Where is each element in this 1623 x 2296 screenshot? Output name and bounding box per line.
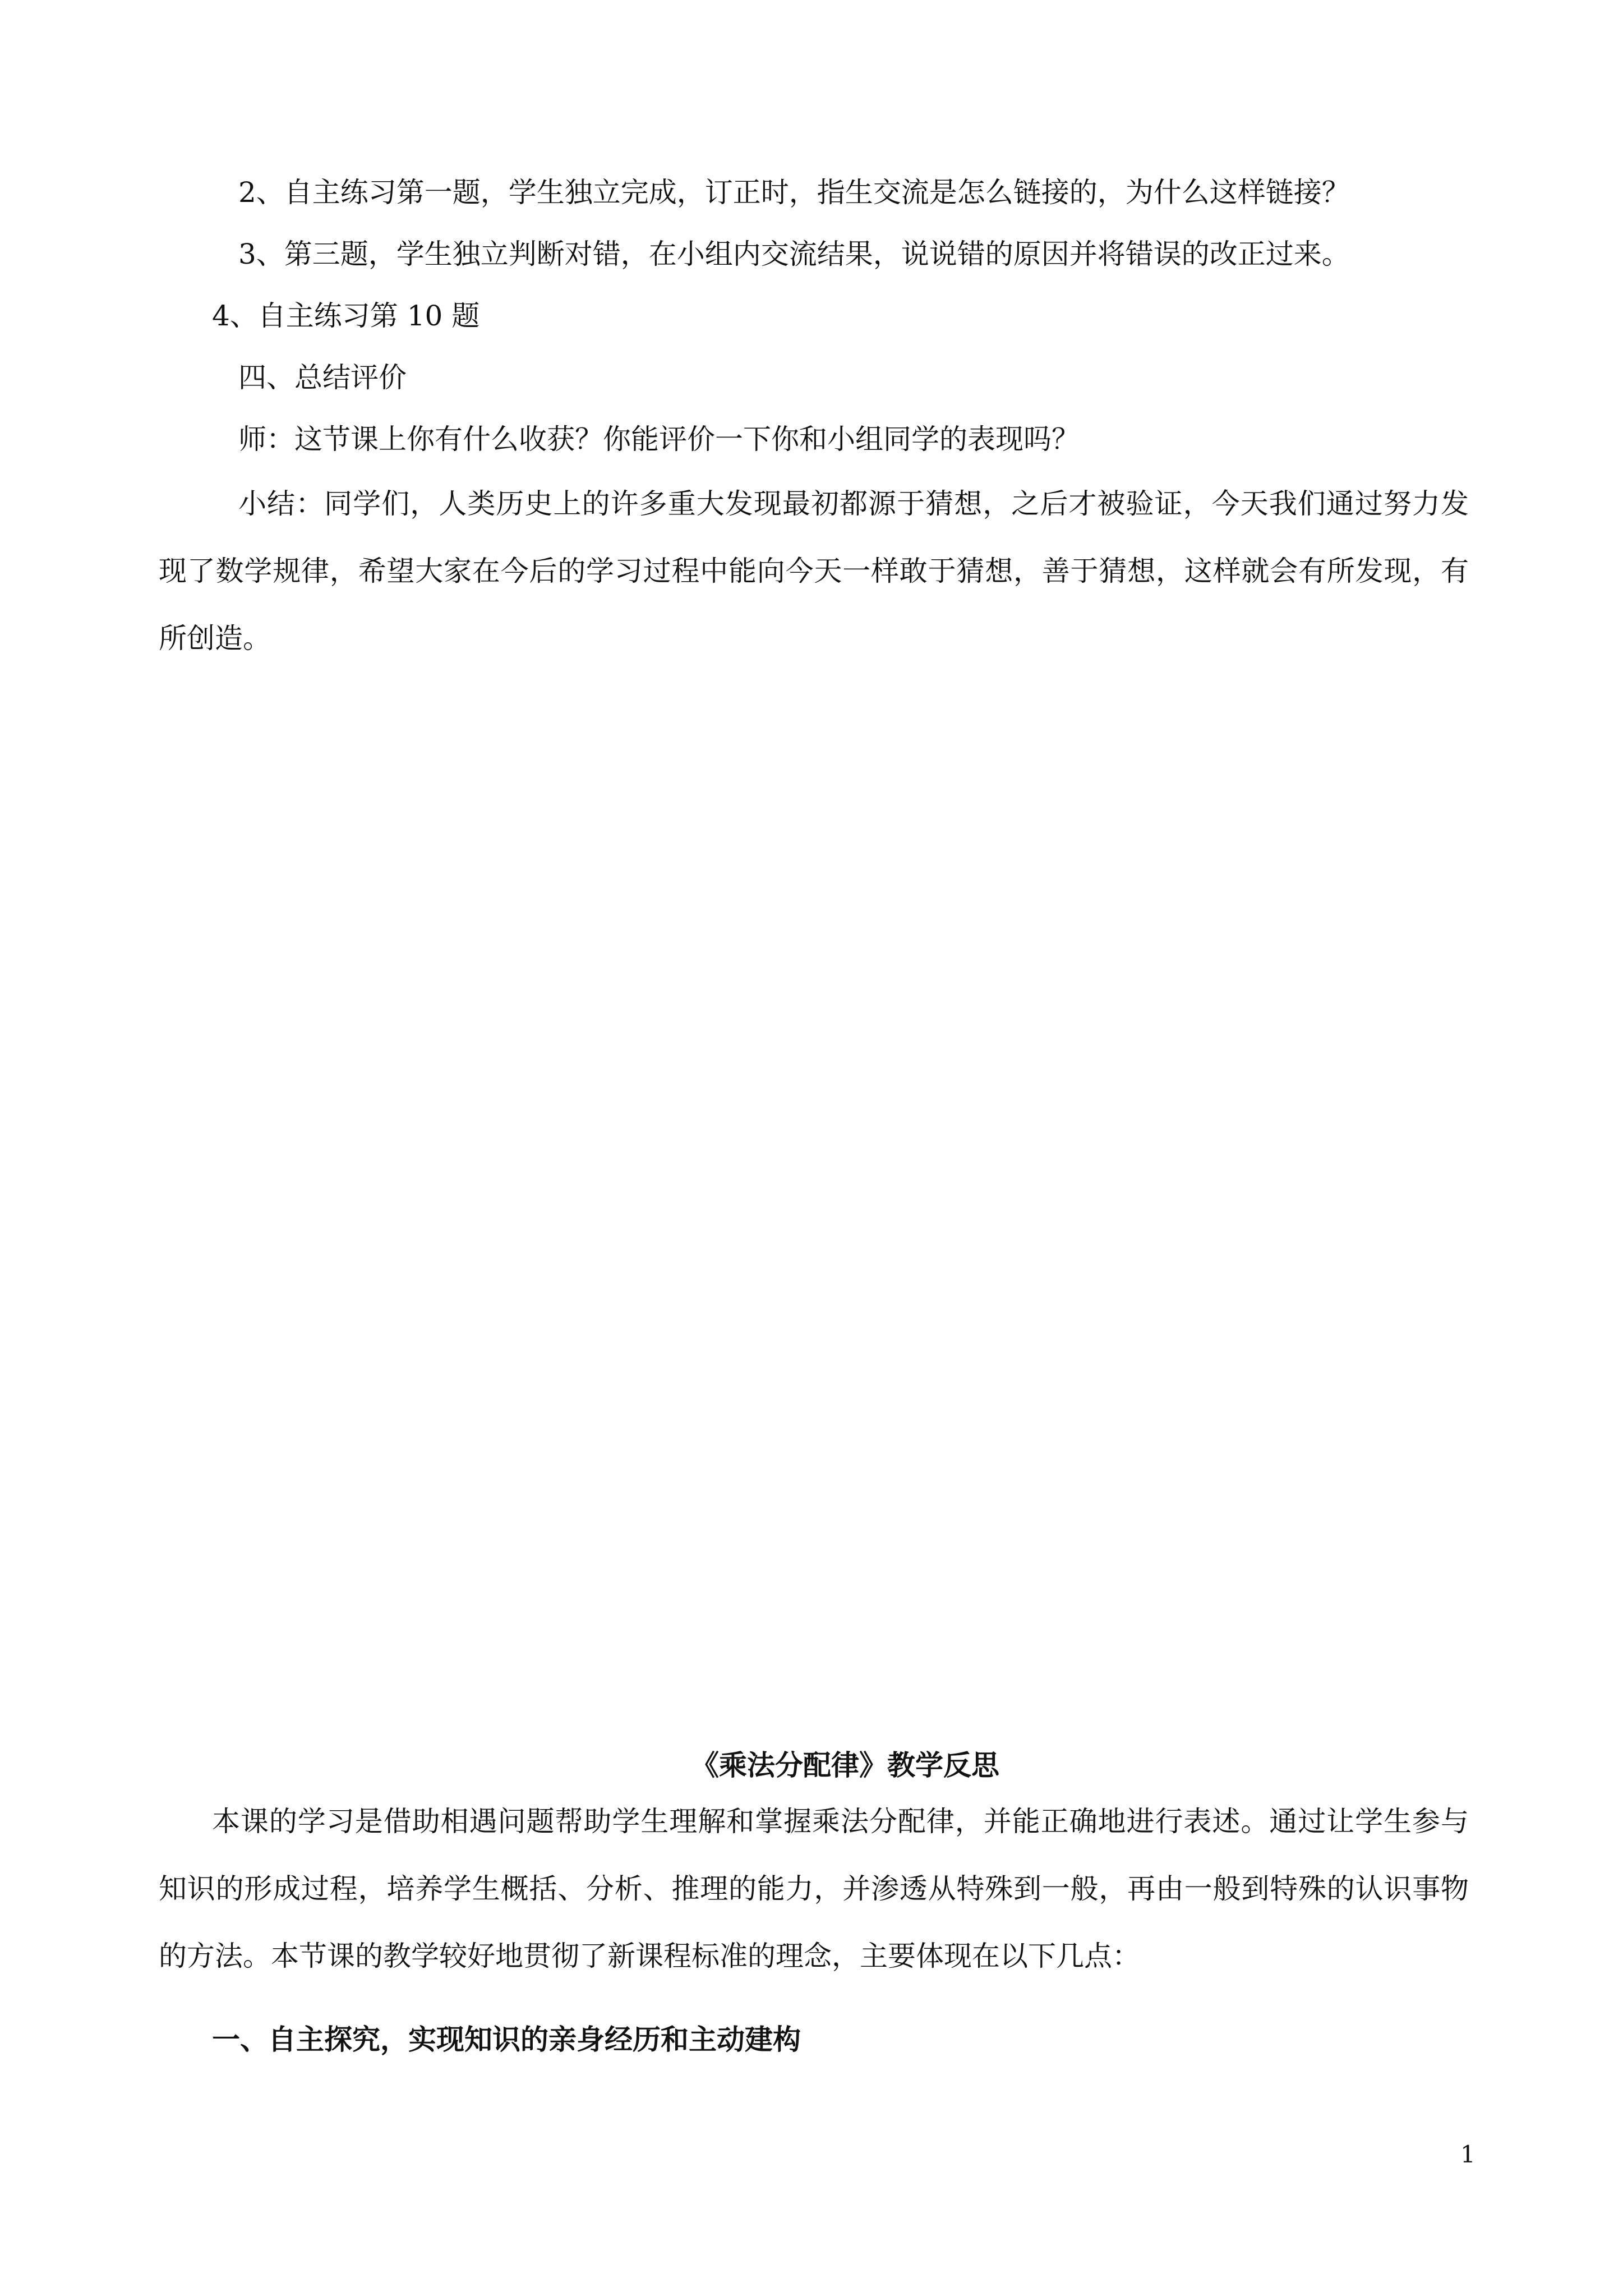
reflection-title: 《乘法分配律》教学反思: [691, 1749, 999, 1782]
reflection-point-1: 一、自主探究，实现知识的亲身经历和主动建构: [212, 2023, 801, 2056]
exercise-item-3: 3、第三题，学生独立判断对错，在小组内交流结果，说说错的原因并将错误的改正过来。: [238, 238, 1350, 270]
exercise-item-4: 4、自主练习第 10 题: [212, 300, 480, 332]
summary-paragraph: 小结：同学们，人类历史上的许多重大发现最初都源于猜想，之后才被验证，今天我们通过努力发现了数学规律，希望大家在今后的学习过程中能向今天一样敢于猜想，善于猜想，这样就会有所发现，有所创造。: [159, 487, 1469, 655]
teacher-question: 师：这节课上你有什么收获？你能评价一下你和小组同学的表现吗？: [238, 423, 1080, 455]
exercise-item-2: 2、自主练习第一题，学生独立完成，订正时，指生交流是怎么链接的，为什么这样链接？: [238, 176, 1350, 209]
reflection-intro-paragraph: 本课的学习是借助相遇问题帮助学生理解和掌握乘法分配律，并能正确地进行表述。通过让学生参与知识的形成过程，培养学生概括、分析、推理的能力，并渗透从特殊到一般，再由一般到特殊的认识事物的方法。本节课的教学较好地贯彻了新课程标准的理念，主要体现在以下几点：: [159, 1805, 1469, 1972]
page-number: 1: [1460, 2141, 1476, 2168]
section-heading-summary: 四、总结评价: [238, 361, 407, 394]
